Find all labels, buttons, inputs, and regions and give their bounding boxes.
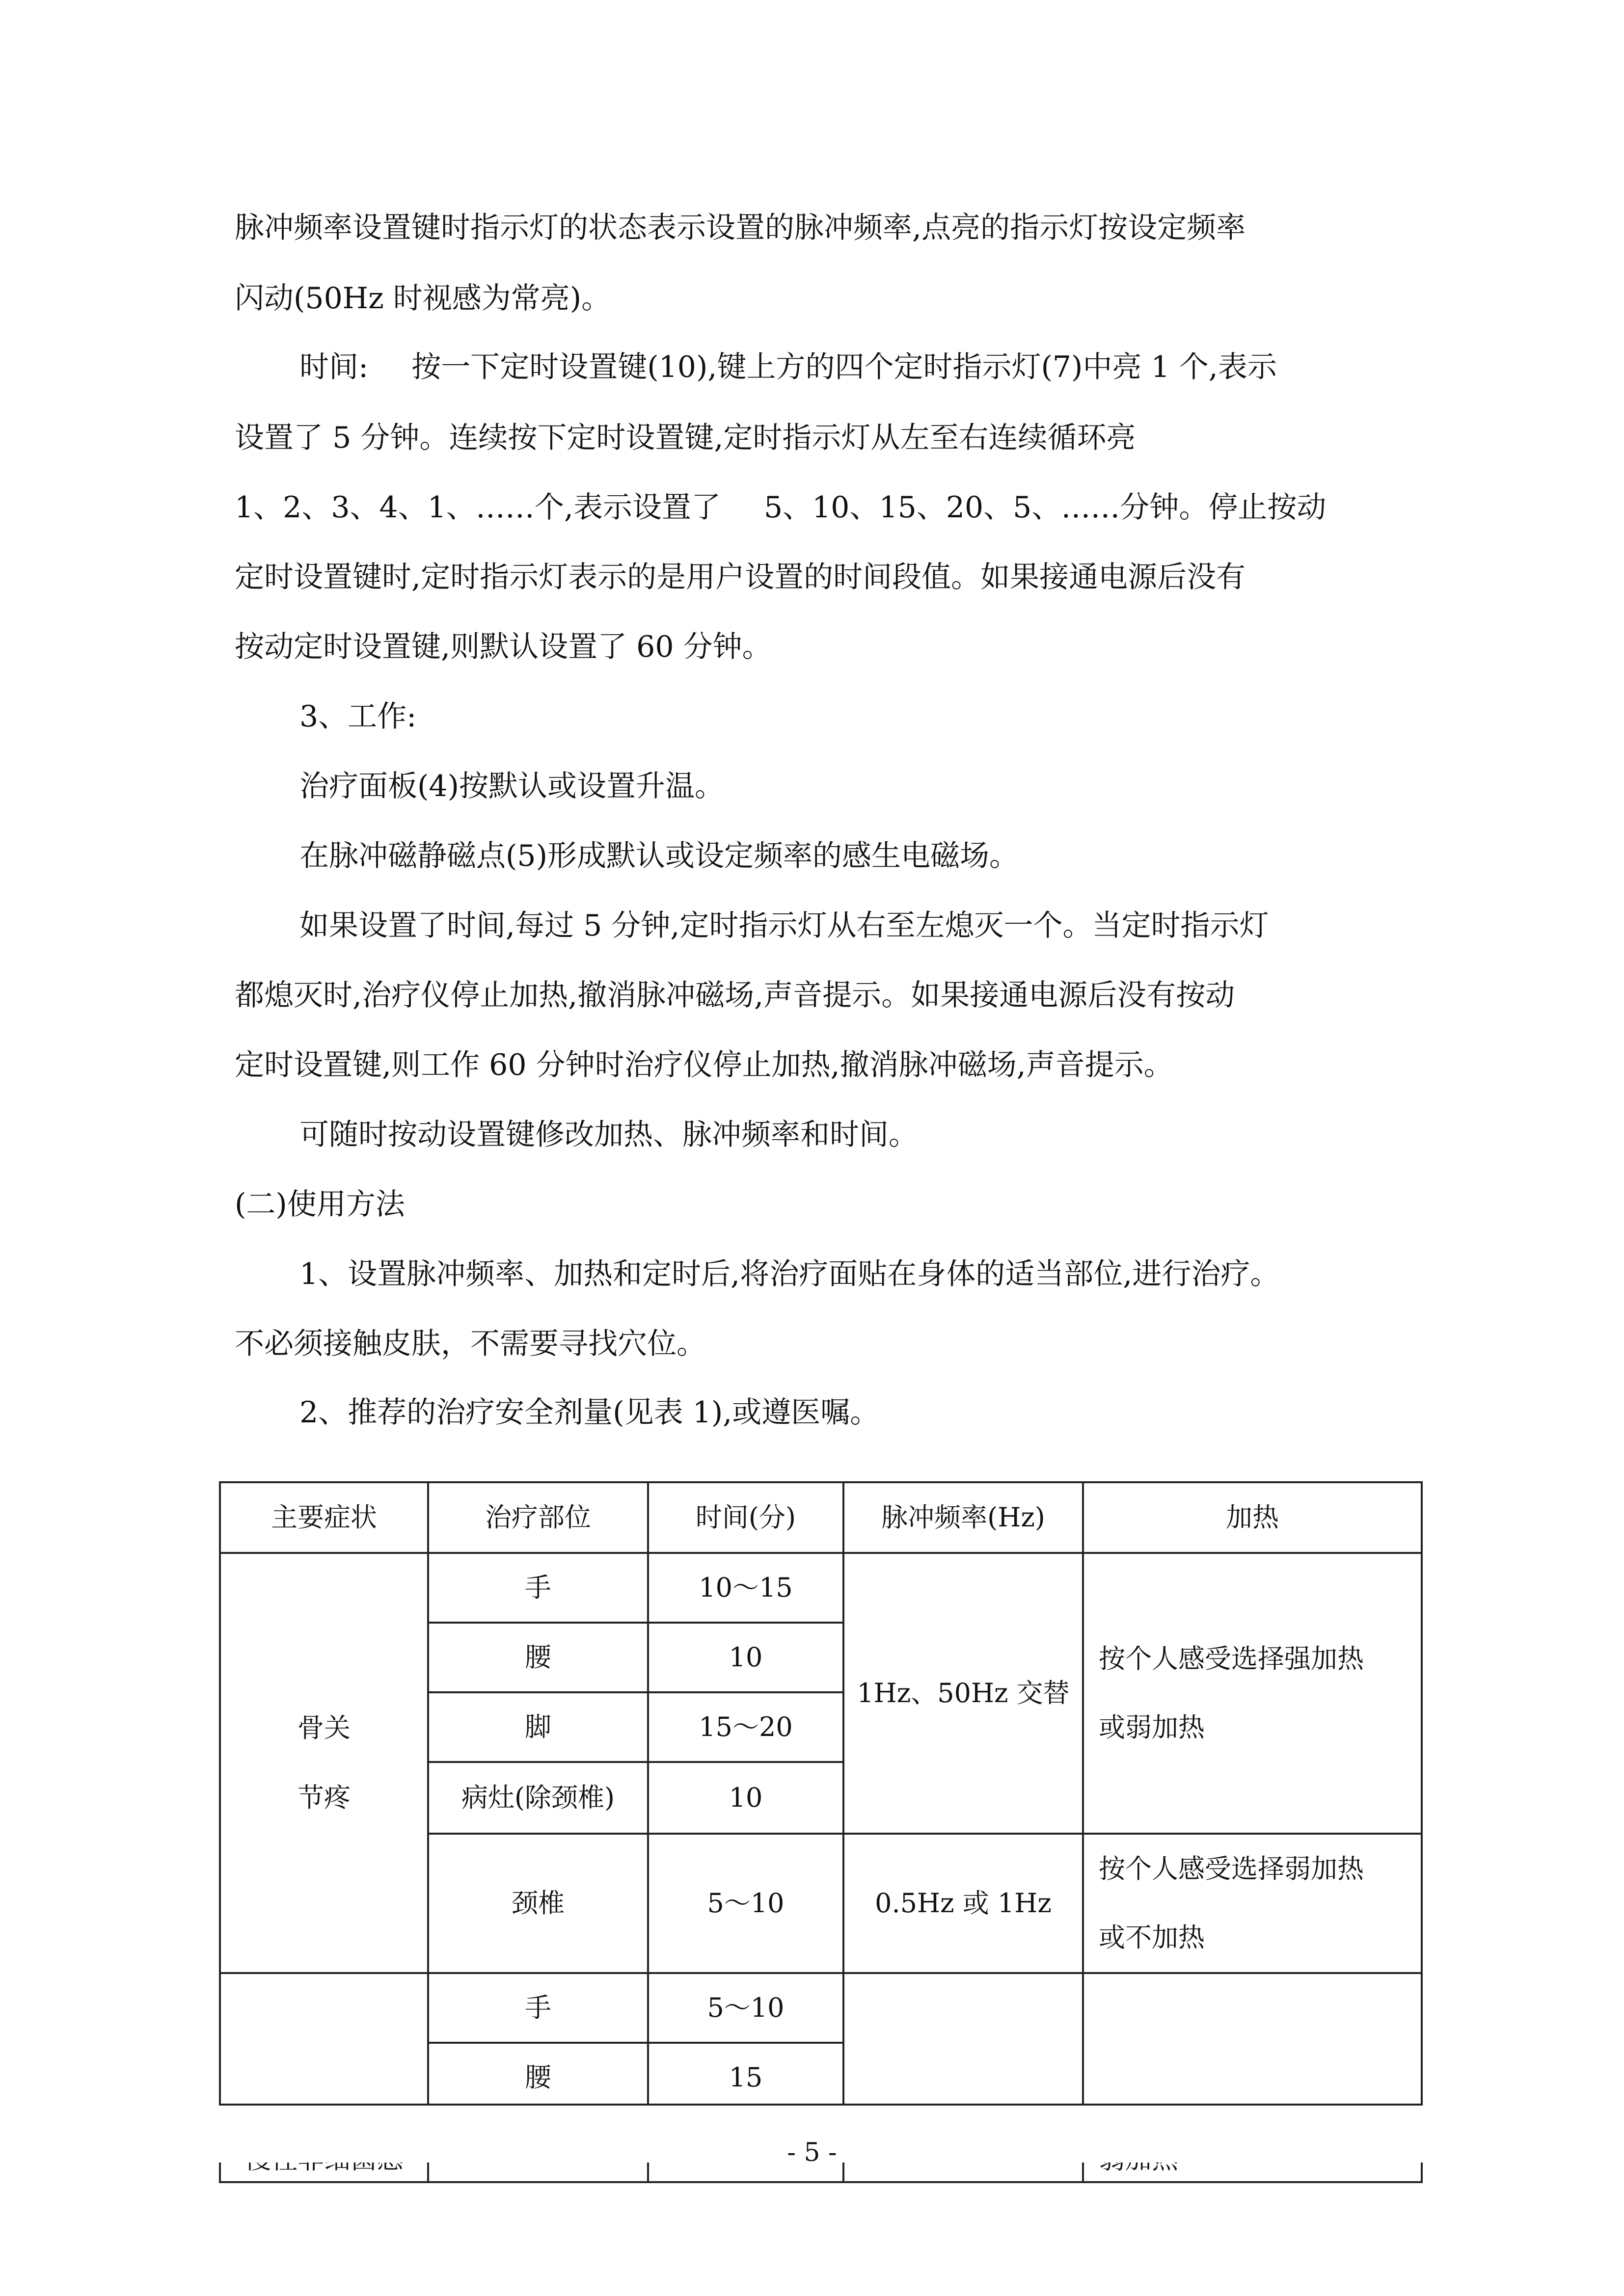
- table-header-cell: 时间(分): [648, 1482, 843, 1553]
- table-row: [220, 1553, 1422, 1623]
- paragraph-line: 1、2、3、4、1、……个,表示设置了 5、10、15、20、5、……分钟。停止按动: [235, 490, 1326, 525]
- table-row: [220, 1973, 1422, 2043]
- time-cell: 10: [648, 1762, 843, 1834]
- paragraph-line: 2、推荐的治疗安全剂量(见表 1),或遵医嘱。: [299, 1395, 880, 1430]
- paragraph-line: 都熄灭时,治疗仪停止加热,撤消脉冲磁场,声音提示。如果接通电源后没有按动: [235, 978, 1235, 1013]
- time-cell: 15: [648, 2043, 843, 2112]
- paragraph-line: 定时设置键时,定时指示灯表示的是用户设置的时间段值。如果接通电源后没有: [235, 560, 1246, 594]
- table-header-row: [220, 1482, 1422, 1553]
- heating-cell: 按个人感受选择弱加热 或不加热: [1083, 1834, 1422, 1973]
- paragraph-line: 设置了 5 分钟。连续按下定时设置键,定时指示灯从左至右连续循环亮: [235, 421, 1136, 455]
- table-header-cell: 主要症状: [220, 1482, 428, 1553]
- paragraph-line: 闪动(50Hz 时视感为常亮)。: [235, 281, 611, 316]
- paragraph-line: 定时设置键,则工作 60 分钟时治疗仪停止加热,撤消脉冲磁场,声音提示。: [235, 1048, 1173, 1082]
- paragraph-line: 可随时按动设置键修改加热、脉冲频率和时间。: [299, 1118, 918, 1152]
- paragraph-line: 如果设置了时间,每过 5 分钟,定时指示灯从右至左熄灭一个。当定时指示灯: [299, 908, 1269, 943]
- paragraph-line: 脉冲频率设置键时指示灯的状态表示设置的脉冲频率,点亮的指示灯按设定频率: [235, 211, 1246, 245]
- time-heading: 时间:: [299, 350, 369, 384]
- time-cell: 10～15: [648, 1553, 843, 1623]
- symptom-cell: 骨关 节疼: [220, 1553, 428, 1973]
- table-header-cell: 治疗部位: [428, 1482, 648, 1553]
- page-number: - 5 -: [787, 2138, 837, 2167]
- part-cell: 颈椎: [428, 1834, 648, 1973]
- paragraph-line: 1、设置脉冲频率、加热和定时后,将治疗面贴在身体的适当部位,进行治疗。: [299, 1257, 1280, 1291]
- part-cell: 腰: [428, 2043, 648, 2112]
- time-cell: 5～10: [648, 1834, 843, 1973]
- table-header-cell: 加热: [1083, 1482, 1422, 1553]
- part-cell: 腰: [428, 1623, 648, 1692]
- time-cell: 15～20: [648, 1692, 843, 1762]
- time-cell: 5～10: [648, 1973, 843, 2043]
- table-bottom-rule: [219, 2104, 1423, 2106]
- part-cell: 病灶(除颈椎): [428, 1762, 648, 1834]
- time-cell: 10: [648, 1623, 843, 1692]
- paragraph-line: 不必须接触皮肤，不需要寻找穴位。: [235, 1327, 706, 1361]
- part-cell: 手: [428, 1553, 648, 1623]
- section-heading: (二)使用方法: [235, 1187, 405, 1222]
- dosage-table: [219, 1481, 1423, 2183]
- part-cell: 脚: [428, 1692, 648, 1762]
- paragraph-line: 按动定时设置键,则默认设置了 60 分钟。: [235, 630, 772, 664]
- table-header-cell: 脉冲频率(Hz): [843, 1482, 1083, 1553]
- frequency-cell: 0.5Hz 或 1Hz: [843, 1834, 1083, 1973]
- paragraph-line: 在脉冲磁静磁点(5)形成默认或设定频率的感生电磁场。: [299, 839, 1019, 873]
- frequency-cell: 1Hz、50Hz 交替: [843, 1553, 1083, 1834]
- part-cell: 手: [428, 1973, 648, 2043]
- heating-cell: 按个人感受选择强加热 或弱加热: [1083, 1553, 1422, 1834]
- paragraph-line: 时间: 按一下定时设置键(10),键上方的四个定时指示灯(7)中亮 1 个,表示: [299, 350, 1277, 384]
- section-heading: 3、工作:: [299, 699, 417, 734]
- paragraph-line: 治疗面板(4)按默认或设置升温。: [299, 769, 724, 803]
